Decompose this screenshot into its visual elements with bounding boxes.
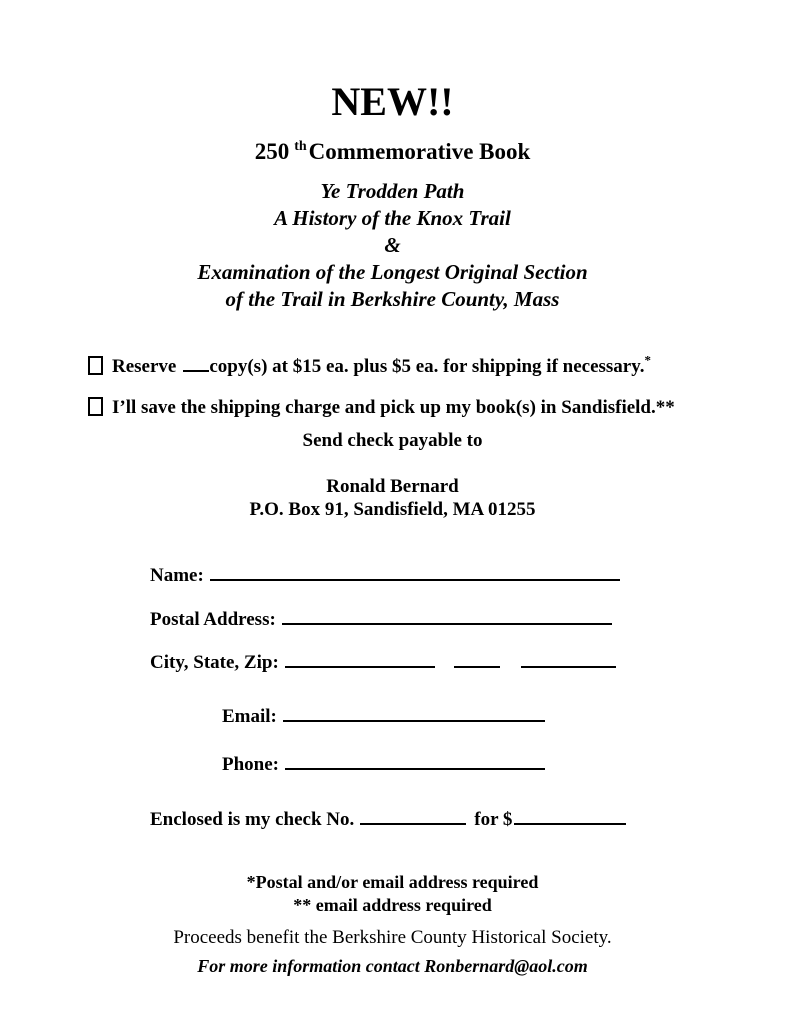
edition-heading	[0, 139, 785, 165]
state-input-line[interactable]	[454, 648, 500, 668]
reserve-checkbox[interactable]	[88, 356, 103, 375]
book-title	[0, 178, 785, 313]
reserve-quantity-blank[interactable]	[183, 352, 209, 372]
zip-input-line[interactable]	[521, 648, 616, 668]
pickup-option-text: I’ll save the shipping charge and pick up my book(s) in Sandisfield.**	[112, 397, 675, 418]
phone-label: Phone:	[222, 753, 279, 775]
email-input-line[interactable]	[283, 702, 545, 722]
name-input-line[interactable]	[210, 561, 620, 581]
name-field-row	[150, 561, 620, 587]
city-input-line[interactable]	[285, 648, 435, 668]
footnote-postal-or-email: *Postal and/or email address required	[246, 872, 539, 892]
reserve-option-text-post: copy(s) at $15 ea. plus $5 ea. for shipping if necessary.	[209, 355, 645, 377]
edition-label: Commemorative Book	[308, 139, 531, 164]
edition-ordinal: th	[294, 139, 307, 155]
email-field-row	[222, 702, 545, 728]
proceeds-note: Proceeds benefit the Berkshire County Historical Society.	[173, 927, 612, 948]
phone-field-row	[222, 750, 545, 776]
check-amount-label: for $	[474, 808, 513, 830]
payable-instruction: Send check payable to	[302, 430, 483, 451]
check-number-input-line[interactable]	[360, 805, 466, 825]
check-amount-input-line[interactable]	[514, 805, 626, 825]
city-state-zip-field-row	[150, 648, 616, 674]
book-title-ampersand: &	[384, 233, 401, 257]
book-title-line2: A History of the Knox Trail	[274, 206, 511, 230]
phone-input-line[interactable]	[285, 750, 545, 770]
pickup-option-row	[88, 397, 675, 419]
check-number-label: Enclosed is my check No.	[150, 808, 355, 830]
edition-number: 250	[254, 139, 290, 164]
reserve-option-row	[88, 352, 651, 378]
reserve-option-text-pre: Reserve	[112, 355, 177, 377]
footnotes-block	[0, 871, 785, 917]
payee-block	[0, 475, 785, 521]
check-field-row	[150, 805, 626, 831]
contact-note: For more information contact Ronbernard@aol.com	[197, 956, 588, 976]
book-title-line1: Ye Trodden Path	[320, 179, 465, 203]
postal-address-label: Postal Address:	[150, 608, 276, 630]
book-title-line4: of the Trail in Berkshire County, Mass	[225, 287, 560, 311]
city-state-zip-label: City, State, Zip:	[150, 651, 279, 673]
footnote-email-required: ** email address required	[293, 895, 492, 915]
name-label: Name:	[150, 564, 204, 586]
pickup-checkbox[interactable]	[88, 397, 103, 416]
postal-address-field-row	[150, 605, 612, 631]
reserve-footnote-marker: *	[644, 352, 651, 368]
payee-name: Ronald Bernard	[326, 476, 459, 497]
book-title-line3: Examination of the Longest Original Section	[197, 260, 588, 284]
payee-address: P.O. Box 91, Sandisfield, MA 01255	[249, 499, 536, 520]
new-banner: NEW!!	[331, 79, 454, 124]
email-label: Email:	[222, 705, 277, 727]
postal-address-input-line[interactable]	[282, 605, 612, 625]
